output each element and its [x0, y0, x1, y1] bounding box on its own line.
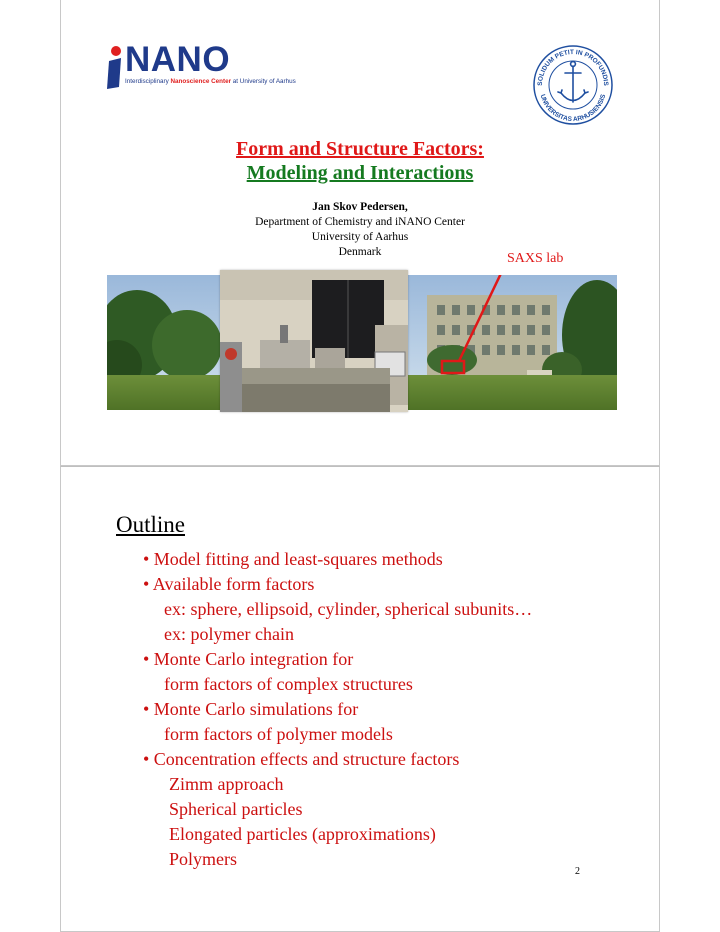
outline-subitem-spherical: Spherical particles: [169, 799, 303, 819]
seal-top-text: SOLIDUM PETIT IN PROFUNDIS: [536, 48, 610, 86]
affiliation-department: Department of Chemistry and iNANO Center: [255, 216, 465, 228]
outline-subitem-zimm: Zimm approach: [169, 774, 284, 794]
outline-subitem-complex-structures: form factors of complex structures: [164, 674, 413, 694]
outline-subitem-ex-sphere: ex: sphere, ellipsoid, cylinder, spherical subunits…: [164, 599, 533, 619]
outline-item-model-fitting: • Model fitting and least-squares methods: [143, 549, 443, 569]
title-line-2: Modeling and Interactions: [246, 162, 474, 184]
outline-subitem-ex-polymer: ex: polymer chain: [164, 624, 294, 644]
inano-logo-text: NANO: [125, 40, 231, 79]
outline-item-mc-simulations: • Monte Carlo simulations for: [143, 699, 359, 719]
inano-logo-icon: [106, 45, 124, 90]
saxs-lab-label: SAXS lab: [507, 251, 564, 266]
page-number: 2: [575, 866, 580, 877]
outline-heading: Outline: [116, 512, 185, 537]
title-line-1: Form and Structure Factors:: [236, 138, 484, 160]
author-name: Jan Skov Pedersen,: [312, 201, 408, 213]
outline-subitem-elongated: Elongated particles (approximations): [169, 824, 436, 844]
outline-item-mc-integration: • Monte Carlo integration for: [143, 649, 354, 669]
outline-item-concentration: • Concentration effects and structure factors: [143, 749, 460, 769]
outline-item-form-factors: • Available form factors: [143, 574, 315, 594]
outline-subitem-polymers: Polymers: [169, 849, 238, 869]
outline-subitem-polymer-models: form factors of polymer models: [164, 724, 393, 744]
university-seal-icon: [532, 44, 614, 126]
inano-logo-subtitle: Interdisciplinary Nanoscience Center at University of Aarhus: [125, 78, 296, 85]
affiliation-country: Denmark: [338, 246, 382, 258]
lab-interior-photo: [220, 270, 408, 412]
seal-bottom-text: UNIVERSITAS ARHUSIENSIS: [538, 93, 608, 124]
affiliation-university: University of Aarhus: [311, 231, 409, 243]
